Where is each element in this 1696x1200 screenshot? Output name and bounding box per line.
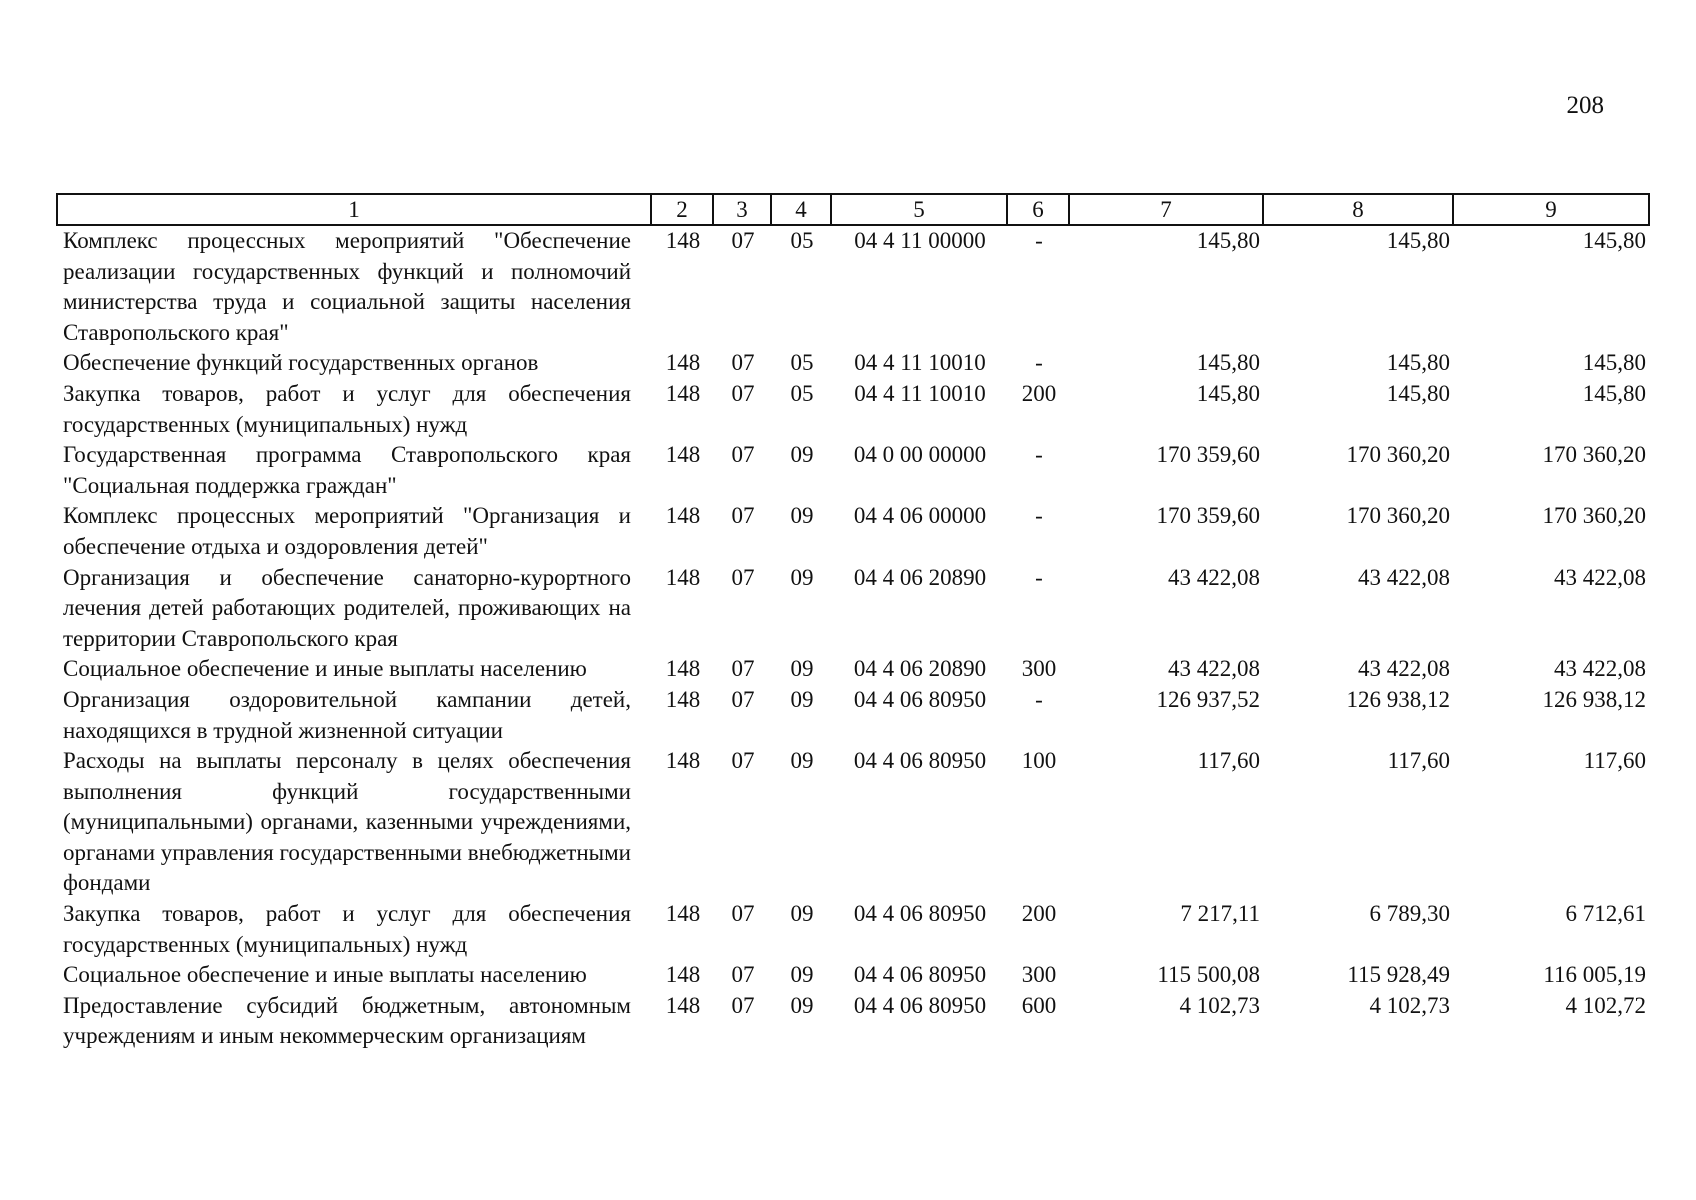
expense-name-cell: Социальное обеспечение и иные выплаты населению — [63, 656, 587, 682]
expense-name-cell: Организация оздоровительной кампании детей, находящихся в трудной жизненной ситуации — [63, 686, 631, 743]
subsection-code-cell: 09 — [790, 686, 814, 712]
expense-name-cell: Социальное обеспечение и иные выплаты населению — [63, 962, 587, 988]
expense-type-cell: 100 — [1021, 748, 1057, 774]
amount-year2-cell: 43 422,08 — [1358, 656, 1450, 682]
ministry-code-cell: 148 — [665, 228, 701, 253]
amount-year1-cell: 7 217,11 — [1180, 901, 1260, 927]
amount-year3-cell: 117,60 — [1583, 748, 1646, 774]
table-row — [57, 225, 1649, 348]
ministry-code-cell: 148 — [665, 656, 701, 682]
column-header: 5 — [831, 194, 1007, 225]
amount-year3-cell: 126 938,12 — [1542, 686, 1646, 712]
amount-year1-cell: 4 102,73 — [1179, 992, 1260, 1018]
amount-year1-cell: 145,80 — [1196, 228, 1260, 253]
amount-year3-cell: 116 005,19 — [1543, 962, 1646, 988]
expense-type-cell: - — [1035, 442, 1043, 468]
target-item-code-cell: 04 4 06 00000 — [853, 503, 987, 529]
section-code-cell: 07 — [731, 901, 755, 927]
amount-year1-cell: 43 422,08 — [1168, 564, 1260, 590]
expense-type-cell: - — [1035, 350, 1043, 376]
section-code-cell: 07 — [731, 380, 755, 406]
subsection-code-cell: 05 — [790, 380, 814, 406]
subsection-code-cell: 09 — [790, 992, 814, 1018]
amount-year2-cell: 145,80 — [1386, 380, 1450, 406]
section-code-cell: 07 — [731, 503, 755, 529]
amount-year3-cell: 170 360,20 — [1542, 503, 1646, 529]
ministry-code-cell: 148 — [665, 503, 701, 529]
section-code-cell: 07 — [731, 656, 755, 682]
column-header: 7 — [1069, 194, 1263, 225]
ministry-code-cell: 148 — [665, 748, 701, 774]
table-row — [57, 563, 1649, 655]
ministry-code-cell: 148 — [665, 380, 701, 406]
amount-year3-cell: 145,80 — [1582, 380, 1646, 406]
page-number: 208 — [1566, 92, 1604, 119]
expense-type-cell: - — [1035, 503, 1043, 529]
column-header: 9 — [1453, 194, 1649, 225]
subsection-code-cell: 09 — [790, 442, 814, 468]
section-code-cell: 07 — [731, 962, 755, 988]
target-item-code-cell: 04 0 00 00000 — [853, 442, 987, 468]
target-item-code-cell: 04 4 06 20890 — [853, 656, 987, 682]
expense-type-cell: - — [1035, 228, 1043, 253]
section-code-cell: 07 — [731, 442, 755, 468]
ministry-code-cell: 148 — [665, 901, 701, 927]
expense-type-cell: 300 — [1021, 962, 1057, 988]
subsection-code-cell: 05 — [790, 228, 814, 253]
amount-year3-cell: 43 422,08 — [1554, 656, 1646, 682]
section-code-cell: 07 — [731, 686, 755, 712]
table-row — [57, 501, 1649, 562]
ministry-code-cell: 148 — [665, 350, 701, 376]
amount-year2-cell: 126 938,12 — [1346, 686, 1450, 712]
amount-year1-cell: 145,80 — [1196, 380, 1260, 406]
subsection-code-cell: 09 — [790, 656, 814, 682]
table-row — [57, 654, 1649, 685]
amount-year1-cell: 43 422,08 — [1168, 656, 1260, 682]
ministry-code-cell: 148 — [665, 442, 701, 468]
target-item-code-cell: 04 4 11 10010 — [854, 380, 986, 406]
table-row — [57, 746, 1649, 899]
amount-year3-cell: 145,80 — [1582, 350, 1646, 376]
expense-name-cell: Закупка товаров, работ и услуг для обеспечения государственных (муниципальных) нужд — [63, 380, 631, 437]
expense-name-cell: Расходы на выплаты персоналу в целях обеспечения выполнения функций государственными (муниципальными) органами, казенными учреждениями, органами управления государственными внебюджетными фондами — [63, 748, 631, 896]
expense-name-cell: Комплекс процессных мероприятий "Обеспечение реализации государственных функций и полномочий министерства труда и социальной защиты населения Ставропольского края" — [63, 228, 631, 345]
section-code-cell: 07 — [731, 748, 755, 774]
table-row — [57, 685, 1649, 746]
subsection-code-cell: 09 — [790, 503, 814, 529]
table-row — [57, 348, 1649, 379]
expense-type-cell: - — [1035, 564, 1043, 590]
table-row — [57, 440, 1649, 501]
amount-year1-cell: 145,80 — [1196, 350, 1260, 376]
amount-year2-cell: 170 360,20 — [1346, 442, 1450, 468]
ministry-code-cell: 148 — [665, 686, 701, 712]
column-header: 1 — [57, 194, 651, 225]
expense-name-cell: Предоставление субсидий бюджетным, автономным учреждениям и иным некоммерческим организациям — [63, 992, 631, 1049]
amount-year3-cell: 6 712,61 — [1565, 901, 1646, 927]
expense-name-cell: Государственная программа Ставропольского края "Социальная поддержка граждан" — [63, 442, 631, 498]
expense-type-cell: 200 — [1021, 380, 1057, 406]
target-item-code-cell: 04 4 06 80950 — [853, 748, 987, 774]
subsection-code-cell: 09 — [790, 564, 814, 590]
amount-year2-cell: 6 789,30 — [1369, 901, 1450, 927]
column-header: 3 — [713, 194, 771, 225]
target-item-code-cell: 04 4 11 00000 — [854, 228, 986, 253]
target-item-code-cell: 04 4 06 80950 — [853, 992, 987, 1018]
column-header: 6 — [1007, 194, 1069, 225]
subsection-code-cell: 09 — [790, 748, 814, 774]
amount-year1-cell: 115 500,08 — [1157, 962, 1260, 988]
column-header: 8 — [1263, 194, 1453, 225]
amount-year2-cell: 117,60 — [1387, 748, 1450, 774]
amount-year3-cell: 170 360,20 — [1542, 442, 1646, 468]
expense-name-cell: Закупка товаров, работ и услуг для обеспечения государственных (муниципальных) нужд — [63, 901, 631, 957]
target-item-code-cell: 04 4 06 80950 — [853, 901, 987, 927]
expense-type-cell: 600 — [1021, 992, 1057, 1018]
target-item-code-cell: 04 4 11 10010 — [854, 350, 986, 376]
amount-year1-cell: 170 359,60 — [1156, 442, 1260, 468]
amount-year3-cell: 4 102,72 — [1565, 992, 1646, 1018]
amount-year2-cell: 145,80 — [1386, 350, 1450, 376]
column-header: 4 — [771, 194, 831, 225]
expense-name-cell: Комплекс процессных мероприятий "Организация и обеспечение отдыха и оздоровления детей" — [63, 503, 631, 559]
subsection-code-cell: 05 — [790, 350, 814, 376]
table-body — [57, 225, 1649, 1052]
expense-type-cell: 200 — [1021, 901, 1057, 927]
amount-year2-cell: 115 928,49 — [1347, 962, 1450, 988]
amount-year2-cell: 170 360,20 — [1346, 503, 1450, 529]
header-row — [57, 194, 1649, 225]
amount-year2-cell: 4 102,73 — [1369, 992, 1450, 1018]
amount-year1-cell: 126 937,52 — [1156, 686, 1260, 712]
ministry-code-cell: 148 — [665, 962, 701, 988]
table-row — [57, 960, 1649, 991]
target-item-code-cell: 04 4 06 80950 — [853, 962, 987, 988]
budget-table — [56, 193, 1650, 1052]
expense-name-cell: Обеспечение функций государственных органов — [63, 350, 539, 376]
ministry-code-cell: 148 — [665, 564, 701, 590]
expense-type-cell: 300 — [1021, 656, 1057, 682]
expense-type-cell: - — [1035, 686, 1043, 712]
column-header: 2 — [651, 194, 713, 225]
table-row — [57, 379, 1649, 440]
target-item-code-cell: 04 4 06 80950 — [853, 686, 987, 712]
section-code-cell: 07 — [731, 228, 755, 253]
amount-year3-cell: 43 422,08 — [1554, 564, 1646, 590]
ministry-code-cell: 148 — [665, 992, 701, 1018]
section-code-cell: 07 — [731, 350, 755, 376]
amount-year3-cell: 145,80 — [1582, 228, 1646, 253]
amount-year1-cell: 170 359,60 — [1156, 503, 1260, 529]
table-row — [57, 899, 1649, 960]
amount-year1-cell: 117,60 — [1197, 748, 1260, 774]
section-code-cell: 07 — [731, 992, 755, 1018]
section-code-cell: 07 — [731, 564, 755, 590]
table-row — [57, 991, 1649, 1052]
amount-year2-cell: 145,80 — [1386, 228, 1450, 253]
target-item-code-cell: 04 4 06 20890 — [853, 564, 987, 590]
amount-year2-cell: 43 422,08 — [1358, 564, 1450, 590]
expense-name-cell: Организация и обеспечение санаторно-курортного лечения детей работающих родителей, проживающих на территории Ставропольского края — [63, 564, 631, 651]
subsection-code-cell: 09 — [790, 962, 814, 988]
subsection-code-cell: 09 — [790, 901, 814, 927]
